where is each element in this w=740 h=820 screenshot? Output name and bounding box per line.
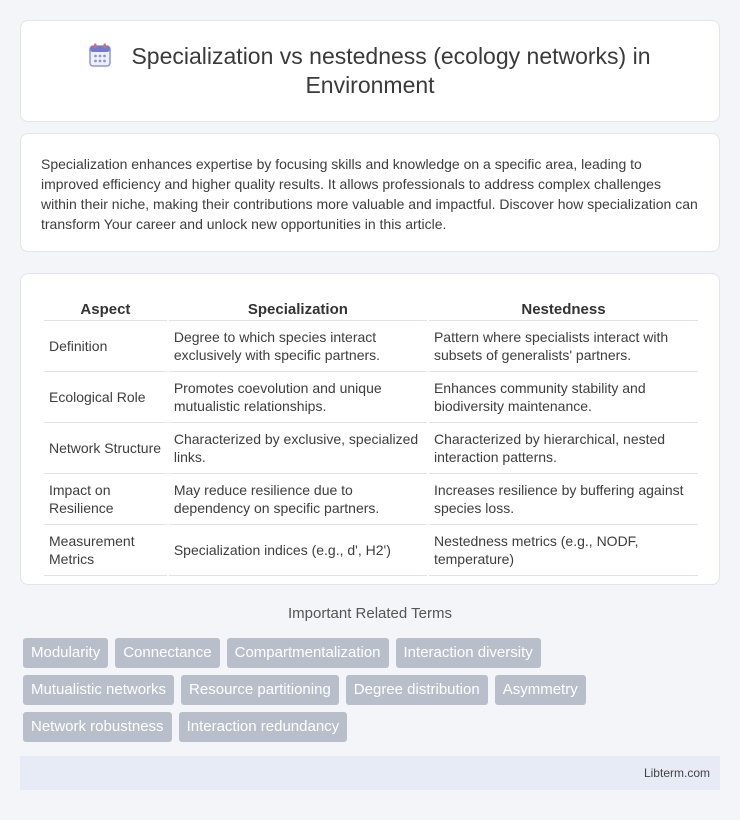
nestedness-cell: Enhances community stability and biodiversity maintenance. <box>429 371 698 422</box>
nestedness-cell: Nestedness metrics (e.g., NODF, temperature) <box>429 524 698 576</box>
table-row <box>44 371 698 422</box>
tag-asymmetry[interactable]: Asymmetry <box>495 675 586 705</box>
tag-mutualistic-networks[interactable]: Mutualistic networks <box>23 675 174 705</box>
specialization-cell: Characterized by exclusive, specialized links. <box>169 422 427 473</box>
nestedness-cell: Increases resilience by buffering against species loss. <box>429 473 698 524</box>
footer-brand[interactable]: Libterm.com <box>643 766 710 780</box>
specialization-cell: Degree to which species interact exclusively with specific partners. <box>169 320 427 371</box>
tag-interaction-redundancy[interactable]: Interaction redundancy <box>179 712 348 742</box>
aspect-cell: Ecological Role <box>44 371 167 422</box>
aspect-cell: Definition <box>44 320 167 371</box>
tag-modularity[interactable]: Modularity <box>23 638 108 668</box>
page-title-wrap <box>61 42 679 100</box>
table-header-row <box>44 294 698 320</box>
tag-connectance[interactable]: Connectance <box>115 638 219 668</box>
related-terms-title: Important Related Terms <box>288 605 452 622</box>
tag-interaction-diversity[interactable]: Interaction diversity <box>396 638 541 668</box>
specialization-cell: Specialization indices (e.g., d', H2') <box>169 524 427 576</box>
page-title: Specialization vs nestedness (ecology networks) in Environment <box>131 43 651 98</box>
tag-row <box>23 712 723 742</box>
comparison-card <box>20 273 720 585</box>
tag-compartmentalization[interactable]: Compartmentalization <box>227 638 389 668</box>
specialization-cell: May reduce resilience due to dependency on specific partners. <box>169 473 427 524</box>
table-row <box>44 320 698 371</box>
intro-card <box>20 133 720 252</box>
table-row <box>44 524 698 576</box>
aspect-cell: Measurement Metrics <box>44 524 167 576</box>
header-nestedness: Nestedness <box>521 301 606 318</box>
title-card <box>20 20 720 122</box>
aspect-cell: Impact on Resilience <box>44 473 167 524</box>
related-terms <box>23 638 723 749</box>
nestedness-cell: Pattern where specialists interact with subsets of generalists' partners. <box>429 320 698 371</box>
footer <box>20 756 720 790</box>
tag-network-robustness[interactable]: Network robustness <box>23 712 172 742</box>
intro-text: Specialization enhances expertise by focusing skills and knowledge on a specific area, leading to improved efficiency and higher quality results. It allows professionals to address complex challenges within their niche, making their contributions more valuable and impactful. Discover how specialization can transform Your career and unlock new opportunities in this article. <box>41 156 698 232</box>
nestedness-cell: Characterized by hierarchical, nested interaction patterns. <box>429 422 698 473</box>
table-row <box>44 422 698 473</box>
tag-row <box>23 675 723 705</box>
calendar-icon <box>89 43 111 67</box>
specialization-cell: Promotes coevolution and unique mutualistic relationships. <box>169 371 427 422</box>
tag-resource-partitioning[interactable]: Resource partitioning <box>181 675 339 705</box>
header-aspect: Aspect <box>80 301 131 318</box>
aspect-cell: Network Structure <box>44 422 167 473</box>
tag-degree-distribution[interactable]: Degree distribution <box>346 675 488 705</box>
table-row <box>44 473 698 524</box>
tag-row <box>23 638 723 668</box>
comparison-table <box>42 294 700 576</box>
header-specialization: Specialization <box>247 301 348 318</box>
